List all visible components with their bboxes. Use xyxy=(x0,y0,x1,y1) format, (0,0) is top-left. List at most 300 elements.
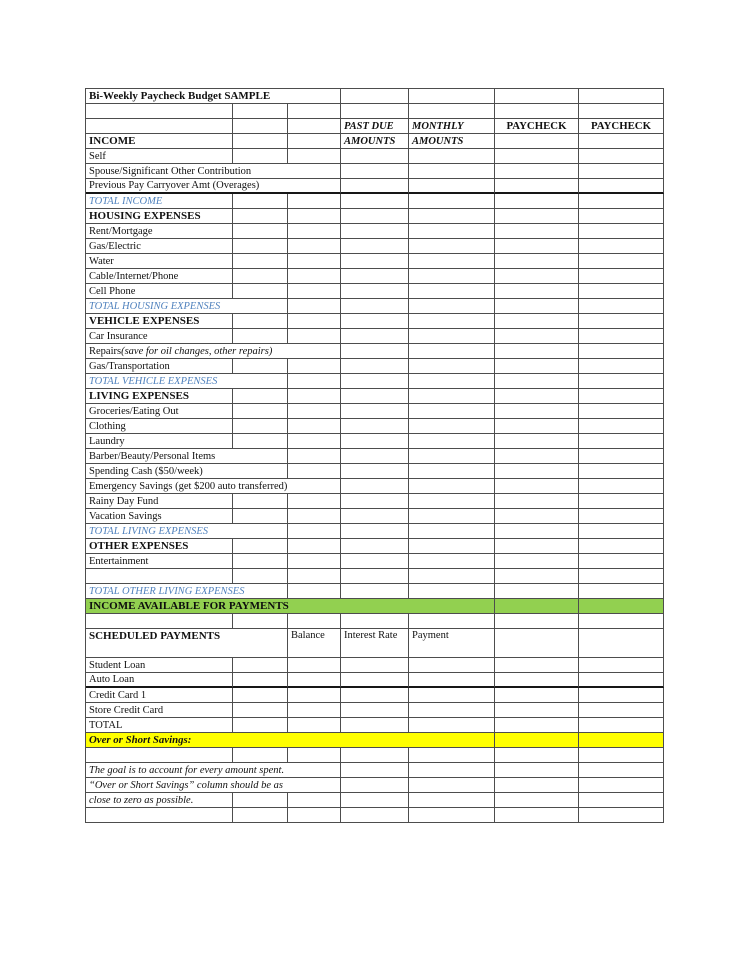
value-cell xyxy=(579,299,664,314)
value-cell xyxy=(233,149,288,164)
row-label: “Over or Short Savings” column should be as xyxy=(86,778,341,793)
value-cell xyxy=(288,209,341,224)
value-cell xyxy=(341,329,409,344)
value-cell xyxy=(341,479,409,494)
value-cell xyxy=(233,239,288,254)
value-cell xyxy=(288,569,341,584)
table-row xyxy=(86,748,664,763)
row-label: INCOME AVAILABLE FOR PAYMENTS xyxy=(86,599,495,614)
value-cell xyxy=(579,359,664,374)
table-row xyxy=(86,209,664,224)
value-cell xyxy=(579,524,664,539)
value-cell xyxy=(409,284,495,299)
value-cell xyxy=(409,778,495,793)
value-cell xyxy=(341,164,409,179)
value-cell xyxy=(495,629,579,658)
row-label: Repairs (save for oil changes, other repairs) xyxy=(86,344,341,359)
header-cell: MONTHLY xyxy=(409,119,495,134)
table-row xyxy=(86,419,664,434)
value-cell xyxy=(579,344,664,359)
value-cell xyxy=(579,314,664,329)
value-cell xyxy=(341,404,409,419)
value-cell xyxy=(579,209,664,224)
value-cell xyxy=(288,509,341,524)
value-cell xyxy=(495,808,579,823)
value-cell xyxy=(409,104,495,119)
value-cell xyxy=(495,569,579,584)
value-cell xyxy=(288,194,341,209)
value-cell xyxy=(579,464,664,479)
table-row xyxy=(86,614,664,629)
value-cell xyxy=(341,194,409,209)
value-cell xyxy=(341,718,409,733)
row-label: VEHICLE EXPENSES xyxy=(86,314,233,329)
table-row xyxy=(86,539,664,554)
value-cell xyxy=(579,808,664,823)
table-row xyxy=(86,599,664,614)
value-cell xyxy=(409,673,495,688)
row-label: close to zero as possible. xyxy=(86,793,233,808)
value-cell xyxy=(495,554,579,569)
value-cell xyxy=(233,718,288,733)
value-cell xyxy=(579,434,664,449)
value-cell xyxy=(233,688,288,703)
value-cell xyxy=(579,89,664,104)
table-row xyxy=(86,584,664,599)
value-cell xyxy=(288,808,341,823)
value-cell xyxy=(288,329,341,344)
value-cell xyxy=(233,104,288,119)
value-cell xyxy=(495,584,579,599)
row-label xyxy=(86,119,233,134)
value-cell xyxy=(495,419,579,434)
value-cell xyxy=(341,104,409,119)
value-cell xyxy=(495,344,579,359)
table-row xyxy=(86,344,664,359)
value-cell xyxy=(288,449,341,464)
value-cell xyxy=(341,359,409,374)
value-cell xyxy=(579,134,664,149)
value-cell xyxy=(495,284,579,299)
value-cell xyxy=(495,449,579,464)
value-cell xyxy=(409,718,495,733)
value-cell xyxy=(288,314,341,329)
value-cell xyxy=(341,239,409,254)
value-cell xyxy=(495,329,579,344)
row-label: Rainy Day Fund xyxy=(86,494,233,509)
value-cell xyxy=(341,89,409,104)
value-cell xyxy=(288,748,341,763)
table-row xyxy=(86,194,664,209)
row-label: The goal is to account for every amount spent. xyxy=(86,763,341,778)
value-cell xyxy=(341,524,409,539)
value-cell xyxy=(341,149,409,164)
value-cell xyxy=(341,269,409,284)
value-cell xyxy=(341,254,409,269)
value-cell xyxy=(288,614,341,629)
value-cell xyxy=(495,599,579,614)
value-cell xyxy=(495,314,579,329)
value-cell xyxy=(409,808,495,823)
value-cell xyxy=(341,389,409,404)
table-row xyxy=(86,254,664,269)
value-cell xyxy=(288,284,341,299)
row-label: Barber/Beauty/Personal Items xyxy=(86,449,288,464)
value-cell xyxy=(579,419,664,434)
value-cell xyxy=(495,673,579,688)
row-label xyxy=(86,569,233,584)
value-cell xyxy=(288,254,341,269)
table-row xyxy=(86,673,664,688)
value-cell xyxy=(409,524,495,539)
value-cell xyxy=(409,89,495,104)
row-label: Auto Loan xyxy=(86,673,233,688)
value-cell xyxy=(409,703,495,718)
value-cell xyxy=(579,404,664,419)
table-row xyxy=(86,494,664,509)
row-label: SCHEDULED PAYMENTS xyxy=(86,629,288,658)
table-row xyxy=(86,134,664,149)
row-label: Store Credit Card xyxy=(86,703,233,718)
value-cell xyxy=(579,194,664,209)
table-row xyxy=(86,239,664,254)
row-label: HOUSING EXPENSES xyxy=(86,209,233,224)
value-cell xyxy=(495,494,579,509)
row-label-italic-part: (save for oil changes, other repairs) xyxy=(121,345,273,357)
value-cell xyxy=(233,209,288,224)
row-label: Cable/Internet/Phone xyxy=(86,269,233,284)
value-cell xyxy=(495,374,579,389)
row-label: Laundry xyxy=(86,434,233,449)
value-cell xyxy=(341,509,409,524)
value-cell xyxy=(233,509,288,524)
value-cell xyxy=(233,658,288,673)
value-cell xyxy=(409,434,495,449)
value-cell xyxy=(495,269,579,284)
table-row xyxy=(86,284,664,299)
value-cell xyxy=(409,359,495,374)
value-cell xyxy=(495,104,579,119)
value-cell xyxy=(341,374,409,389)
value-cell xyxy=(495,89,579,104)
value-cell xyxy=(495,389,579,404)
value-cell xyxy=(579,479,664,494)
table-row xyxy=(86,763,664,778)
table-row xyxy=(86,224,664,239)
value-cell xyxy=(341,344,409,359)
value-cell xyxy=(409,299,495,314)
value-cell xyxy=(409,224,495,239)
value-cell xyxy=(495,524,579,539)
value-cell xyxy=(579,104,664,119)
table-row xyxy=(86,808,664,823)
row-label: Bi-Weekly Paycheck Budget SAMPLE xyxy=(86,89,341,104)
row-label: Credit Card 1 xyxy=(86,688,233,703)
value-cell xyxy=(579,374,664,389)
value-cell xyxy=(288,224,341,239)
value-cell xyxy=(288,793,341,808)
value-cell xyxy=(288,539,341,554)
row-label: Vacation Savings xyxy=(86,509,233,524)
table-row xyxy=(86,314,664,329)
row-label: Self xyxy=(86,149,233,164)
value-cell xyxy=(495,703,579,718)
value-cell xyxy=(233,314,288,329)
value-cell xyxy=(288,104,341,119)
value-cell xyxy=(579,449,664,464)
value-cell xyxy=(409,314,495,329)
value-cell xyxy=(409,209,495,224)
value-cell xyxy=(233,554,288,569)
value-cell xyxy=(409,554,495,569)
value-cell xyxy=(288,374,341,389)
table-row xyxy=(86,778,664,793)
value-cell xyxy=(409,389,495,404)
value-cell xyxy=(341,419,409,434)
value-cell xyxy=(495,763,579,778)
value-cell xyxy=(579,584,664,599)
row-label: Water xyxy=(86,254,233,269)
value-cell xyxy=(233,284,288,299)
value-cell xyxy=(579,703,664,718)
value-cell xyxy=(288,149,341,164)
value-cell xyxy=(233,254,288,269)
value-cell xyxy=(288,703,341,718)
value-cell xyxy=(341,748,409,763)
value-cell xyxy=(409,464,495,479)
value-cell xyxy=(409,509,495,524)
value-cell xyxy=(341,554,409,569)
value-cell xyxy=(409,419,495,434)
value-cell xyxy=(409,584,495,599)
value-cell xyxy=(409,763,495,778)
row-label: Clothing xyxy=(86,419,233,434)
row-label: Rent/Mortgage xyxy=(86,224,233,239)
value-cell xyxy=(341,299,409,314)
value-cell xyxy=(579,688,664,703)
table-row xyxy=(86,404,664,419)
value-cell xyxy=(341,763,409,778)
value-cell xyxy=(288,584,341,599)
header-cell: AMOUNTS xyxy=(409,134,495,149)
row-label: Emergency Savings (get $200 auto transferred) xyxy=(86,479,341,494)
value-cell xyxy=(341,658,409,673)
value-cell xyxy=(579,269,664,284)
value-cell xyxy=(233,224,288,239)
value-cell xyxy=(409,149,495,164)
value-cell xyxy=(288,404,341,419)
value-cell xyxy=(341,209,409,224)
value-cell xyxy=(495,299,579,314)
value-cell xyxy=(233,194,288,209)
value-cell xyxy=(341,434,409,449)
value-cell xyxy=(341,449,409,464)
value-cell xyxy=(409,344,495,359)
value-cell xyxy=(579,509,664,524)
value-cell xyxy=(495,359,579,374)
value-cell xyxy=(288,554,341,569)
value-cell xyxy=(341,778,409,793)
value-cell xyxy=(579,763,664,778)
value-cell xyxy=(288,718,341,733)
table-row xyxy=(86,464,664,479)
value-cell xyxy=(288,673,341,688)
value-cell xyxy=(579,254,664,269)
value-cell xyxy=(233,673,288,688)
value-cell xyxy=(288,299,341,314)
row-label xyxy=(86,104,233,119)
value-cell xyxy=(495,224,579,239)
value-cell xyxy=(233,134,288,149)
row-label: Groceries/Eating Out xyxy=(86,404,233,419)
row-label xyxy=(86,808,233,823)
value-cell xyxy=(341,314,409,329)
table-row xyxy=(86,569,664,584)
row-label: TOTAL VEHICLE EXPENSES xyxy=(86,374,288,389)
value-cell xyxy=(495,239,579,254)
header-cell: PAYCHECK xyxy=(495,119,579,134)
table-row xyxy=(86,733,664,748)
value-cell xyxy=(341,703,409,718)
header-cell: PAST DUE xyxy=(341,119,409,134)
value-cell xyxy=(409,449,495,464)
value-cell xyxy=(495,194,579,209)
value-cell xyxy=(409,164,495,179)
value-cell xyxy=(579,224,664,239)
value-cell xyxy=(579,673,664,688)
value-cell xyxy=(495,688,579,703)
value-cell xyxy=(579,329,664,344)
row-label: Student Loan xyxy=(86,658,233,673)
value-cell xyxy=(341,284,409,299)
value-cell xyxy=(288,269,341,284)
row-label: TOTAL OTHER LIVING EXPENSES xyxy=(86,584,288,599)
table-row xyxy=(86,374,664,389)
table-row xyxy=(86,793,664,808)
value-cell xyxy=(288,524,341,539)
table-row xyxy=(86,629,664,658)
value-cell xyxy=(233,434,288,449)
header-cell: Payment xyxy=(409,629,495,658)
row-label: TOTAL INCOME xyxy=(86,194,233,209)
header-cell: Interest Rate xyxy=(341,629,409,658)
value-cell xyxy=(233,269,288,284)
value-cell xyxy=(579,149,664,164)
value-cell xyxy=(495,134,579,149)
value-cell xyxy=(495,748,579,763)
value-cell xyxy=(341,688,409,703)
value-cell xyxy=(233,808,288,823)
row-label: Previous Pay Carryover Amt (Overages) xyxy=(86,179,341,194)
table-row xyxy=(86,389,664,404)
value-cell xyxy=(409,254,495,269)
value-cell xyxy=(579,239,664,254)
table-row xyxy=(86,179,664,194)
value-cell xyxy=(288,239,341,254)
budget-table xyxy=(85,88,664,823)
table-row xyxy=(86,89,664,104)
value-cell xyxy=(579,539,664,554)
row-label: Spending Cash ($50/week) xyxy=(86,464,288,479)
value-cell xyxy=(579,554,664,569)
value-cell xyxy=(409,658,495,673)
value-cell xyxy=(288,389,341,404)
value-cell xyxy=(233,793,288,808)
value-cell xyxy=(288,419,341,434)
row-label: Spouse/Significant Other Contribution xyxy=(86,164,341,179)
value-cell xyxy=(495,209,579,224)
value-cell xyxy=(409,494,495,509)
value-cell xyxy=(495,614,579,629)
value-cell xyxy=(233,569,288,584)
value-cell xyxy=(288,688,341,703)
value-cell xyxy=(233,703,288,718)
value-cell xyxy=(409,793,495,808)
value-cell xyxy=(495,509,579,524)
value-cell xyxy=(233,539,288,554)
value-cell xyxy=(233,748,288,763)
value-cell xyxy=(409,688,495,703)
value-cell xyxy=(341,569,409,584)
value-cell xyxy=(579,284,664,299)
row-label: TOTAL HOUSING EXPENSES xyxy=(86,299,288,314)
table-row xyxy=(86,164,664,179)
table-row xyxy=(86,434,664,449)
value-cell xyxy=(233,614,288,629)
value-cell xyxy=(409,179,495,194)
row-label: Gas/Electric xyxy=(86,239,233,254)
table-row xyxy=(86,269,664,284)
value-cell xyxy=(233,119,288,134)
table-row xyxy=(86,658,664,673)
table-row xyxy=(86,299,664,314)
table-row xyxy=(86,509,664,524)
value-cell xyxy=(341,494,409,509)
table-row xyxy=(86,479,664,494)
value-cell xyxy=(579,569,664,584)
row-label: LIVING EXPENSES xyxy=(86,389,233,404)
value-cell xyxy=(409,748,495,763)
table-row xyxy=(86,718,664,733)
value-cell xyxy=(579,629,664,658)
row-label: Gas/Transportation xyxy=(86,359,233,374)
row-label xyxy=(86,614,233,629)
value-cell xyxy=(288,494,341,509)
value-cell xyxy=(341,224,409,239)
value-cell xyxy=(495,179,579,194)
table-row xyxy=(86,688,664,703)
value-cell xyxy=(409,194,495,209)
row-label: Entertainment xyxy=(86,554,233,569)
value-cell xyxy=(409,239,495,254)
row-label: Cell Phone xyxy=(86,284,233,299)
value-cell xyxy=(579,179,664,194)
row-label: TOTAL LIVING EXPENSES xyxy=(86,524,288,539)
value-cell xyxy=(341,793,409,808)
value-cell xyxy=(233,329,288,344)
value-cell xyxy=(495,164,579,179)
value-cell xyxy=(341,464,409,479)
table-row xyxy=(86,524,664,539)
row-label: Over or Short Savings: xyxy=(86,733,495,748)
value-cell xyxy=(409,614,495,629)
value-cell xyxy=(233,419,288,434)
value-cell xyxy=(409,269,495,284)
table-row xyxy=(86,149,664,164)
value-cell xyxy=(495,464,579,479)
value-cell xyxy=(579,793,664,808)
value-cell xyxy=(495,539,579,554)
